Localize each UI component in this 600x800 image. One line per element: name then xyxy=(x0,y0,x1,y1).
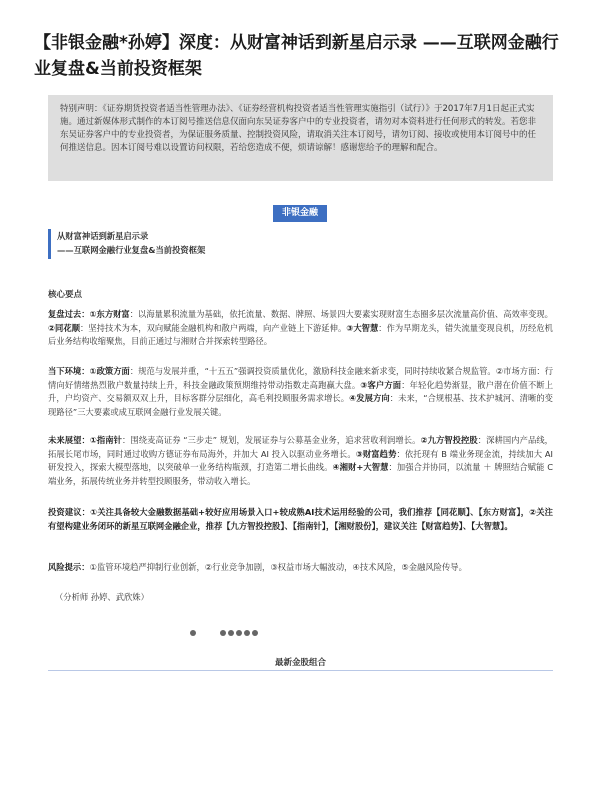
review-label: 复盘过去： xyxy=(48,309,90,319)
environment-point-3-label: ③客户方面 xyxy=(360,379,402,390)
pagination-dots xyxy=(190,628,260,638)
advice-text: ①关注具备较大金融数据基础+较好应用场景入口+较成熟AI技术运用经验的公司，我们推荐【同花顺】、【东方财富】，②关注有望构建业务闭环的新星互联网金融企业，推荐【九方智投控股】、【指南针】，【湘财股份】，建议关注【财富趋势】、【大智慧】。 xyxy=(48,507,553,531)
outlook-point-1-label: ①指南针 xyxy=(89,435,123,445)
outlook-point-2: ：深耕国内产品线，拓展长尾市场，同时通过收购方德证券布局海外，并加大 AI 投入以驱动业务增长。 xyxy=(48,435,553,459)
outlook-point-3-label: ③财富趋势 xyxy=(355,448,397,459)
environment-point-1: ：规范与发展并重，“十五五”强调投资质量优化，激励科技金融来新求变，同时持续收紧合规监管。②市场方面：行情向好情绪热烈散户数量持续上升，科技金融政策预期维持带动指数走高跑赢大盘。 xyxy=(48,366,553,390)
dot-3 xyxy=(228,630,234,636)
environment-paragraph xyxy=(48,365,553,419)
environment-point-3: ：年轻化趋势渐显，散户潜在价值不断上升，户均资产、交易额双双上升，目标客群分层细化，高毛利投顾服务需求增长。 xyxy=(48,379,553,403)
subtitle-line-1: 从财富神话到新星启示录 xyxy=(57,231,149,241)
review-paragraph xyxy=(48,308,553,349)
dot-1 xyxy=(190,630,196,636)
outlook-point-4-label: ④湘财+大智慧 xyxy=(332,462,389,472)
review-point-2-label: ②同花顺 xyxy=(48,322,81,333)
review-point-3: ：作为早期龙头，错失流量变现良机，历经危机后业务结构收缩聚焦，目前正通过与湘财合并探索转型路径。 xyxy=(48,322,553,346)
document-title: 【非银金融*孙婷】深度：从财富神话到新星启示录 ——互联网金融行业复盘&当前投资框架 xyxy=(34,33,559,79)
disclaimer-notice: 特别声明：《证券期货投资者适当性管理办法》、《证券经营机构投资者适当性管理实施指引（试行）》于2017年7月1日起正式实施。通过新媒体形式制作的本订阅号推送信息仅面向东吴证券客户中的专业投资者，请勿对本资料进行任何形式的转发。若您非东吴证券客户中的专业投资者，为保证服务质量、控制投资风险，请取消关注本订阅号，请勿订阅、接收或使用本订阅号中的任何推送信息。因本订阅号难以设置访问权限，若给您造成不便，烦请谅解！感谢您给予的理解和配合。 xyxy=(48,95,553,181)
review-point-1: ：以海量累积流量为基础，依托流量、数据、牌照、场景四大要素实现财富生态圈多层次流量高价值、高效率变现。 xyxy=(129,309,553,319)
risk-label: 风险提示： xyxy=(48,562,90,572)
review-point-1-label: ①东方财富 xyxy=(89,309,130,319)
analyst-credit: （分析师 孙婷、武欣姝） xyxy=(55,592,149,602)
risk-text: ①监管环境趋严抑制行业创新，②行业竞争加剧，③权益市场大幅波动，④技术风险，⑤金融风险传导。 xyxy=(89,562,467,572)
review-point-3-label: ③大智慧 xyxy=(346,322,379,333)
dot-2 xyxy=(220,630,226,636)
outlook-point-3: ：依托现有 B 端业务现金流，持续加大 AI 研发投入，探索大模型落地，以突破单一业务结构瓶颈，打造第二增长曲线。 xyxy=(48,448,553,472)
environment-point-4: ：未来，“合规根基、技术护城河、清晰的变现路径”三大要素或成互联网金融行业发展关键。 xyxy=(48,393,553,417)
advice-paragraph xyxy=(48,506,553,533)
environment-point-1-label: ①政策方面 xyxy=(89,366,130,376)
dot-5 xyxy=(244,630,250,636)
environment-point-4-label: ④发展方向 xyxy=(349,393,390,403)
risk-paragraph xyxy=(48,561,553,575)
portfolio-divider xyxy=(48,670,553,671)
outlook-point-1: ：围绕麦高证券 “三步走” 规划，发展证券与公募基金业务，追求营收利润增长。 xyxy=(122,435,421,445)
outlook-point-2-label: ②九方智投控股 xyxy=(420,435,478,445)
environment-label: 当下环境： xyxy=(48,366,90,376)
outlook-point-4: ：加强合并协同，以流量 ＋ 牌照结合赋能 C 端业务，拓展传统业务并转型投顾服务，带动收入增长。 xyxy=(48,462,553,486)
review-point-2: ：坚持技术为本，双向赋能金融机构和散户两端，向产业链上下游延伸。 xyxy=(80,322,347,333)
report-subtitle-box xyxy=(48,229,207,259)
advice-label: 投资建议： xyxy=(48,507,91,517)
outlook-label: 未来展望： xyxy=(48,435,90,445)
core-points-heading: 核心要点 xyxy=(48,290,83,300)
category-tag: 非银金融 xyxy=(273,205,327,222)
subtitle-line-2: ——互联网金融行业复盘&当前投资框架 xyxy=(57,245,206,255)
dot-6 xyxy=(252,630,258,636)
portfolio-heading: 最新金股组合 xyxy=(274,658,326,668)
dot-4 xyxy=(236,630,242,636)
outlook-paragraph xyxy=(48,434,553,488)
